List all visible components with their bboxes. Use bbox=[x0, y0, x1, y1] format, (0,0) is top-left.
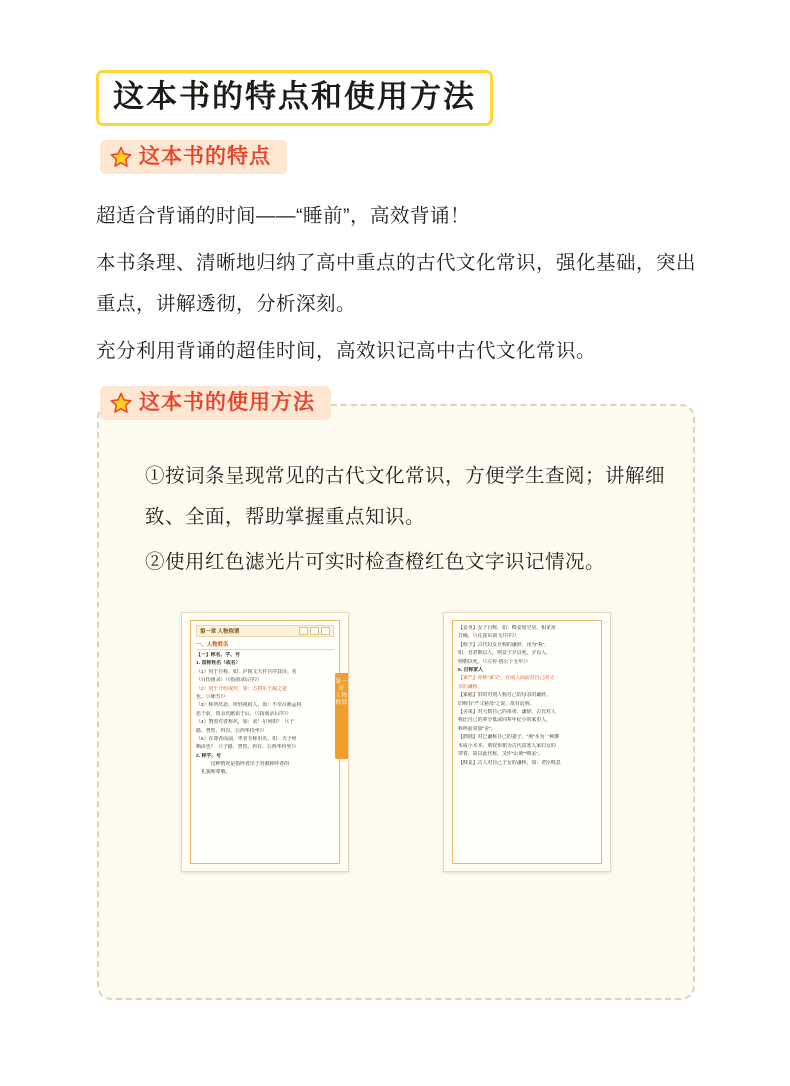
section-heading-label: 这本书的特点 bbox=[139, 145, 271, 168]
feature-paragraph-1: 超适合背诵的时间——“睡前”，高效背诵！ bbox=[96, 205, 470, 227]
sample-page-line: 礼貌和尊敬。 bbox=[201, 770, 231, 776]
sample-page-line: 亲的谦称。 bbox=[458, 684, 483, 690]
sample-page-line: 这种情况是指呼者出于对被称呼者的 bbox=[201, 762, 290, 768]
sample-page-line: 则朝以死。（《左传·僖公十五年》） bbox=[458, 659, 531, 665]
sample-pages-row bbox=[97, 612, 695, 878]
sample-page-line: 旧称有“严父慈母”之说，故有此称。 bbox=[458, 701, 535, 707]
sample-page-line: 如：君甚朝以人，则妾子夕以死，夕以人， bbox=[458, 651, 551, 657]
sample-page-chapter-header bbox=[196, 625, 334, 637]
sample-page-line: （1）用于自称，如：庐陵文天祥自序其诗。名 bbox=[196, 669, 297, 675]
sample-page-line: 【家慈】旧时对别人称自己的母亲的谦辞。 bbox=[458, 693, 551, 699]
sample-page-line: 日稀。（《孔雀东南飞并序》） bbox=[458, 634, 520, 640]
usage-text-block bbox=[145, 456, 675, 587]
sample-page-subheading: 一、人物姓名 bbox=[196, 640, 334, 650]
sample-page-line: 2. 称字、号 bbox=[196, 753, 222, 759]
sample-page-line: 【妾身】女子自称，如：贱妾留空房，相见常 bbox=[458, 626, 556, 631]
sample-page-line: 5. 自称家人 bbox=[458, 668, 484, 674]
sample-page-right bbox=[443, 612, 611, 872]
sample-page-line: 【贱妾】古人对自己子女的谦称，如：老臣贱息 bbox=[458, 760, 561, 766]
sample-page-line: 木或小木本，荆钗布裙为古代贫寒人家妇女的 bbox=[458, 743, 556, 749]
sample-page-line: 称比自己的辈分低或同辈年纪小的家里人， bbox=[458, 718, 551, 724]
sample-page-right-content bbox=[452, 620, 602, 864]
sample-page-line: （5）在尊者面前，卑者互称用名，如：夫子何 bbox=[196, 737, 297, 743]
sample-page-line: 也。（《咏雪》） bbox=[196, 695, 228, 701]
sample-page-line: 【拙荆】对已谦称自己的妻子。“荆”本为一种灌 bbox=[458, 735, 560, 741]
section-heading-label: 这本书的使用方法 bbox=[139, 391, 315, 414]
features-text-block bbox=[96, 196, 696, 378]
sample-page-chapter-title: 第一章 人物称谓 bbox=[200, 629, 240, 635]
sample-page-line: 【家严】亦称“家父”，在别人面前对自己的父 bbox=[458, 676, 555, 682]
sample-page-left-content bbox=[190, 620, 340, 864]
usage-paragraph-1: ①按词条呈现常见的古代文化常识，方便学生查阅；讲解细致、全面，帮助掌握重点知识。 bbox=[145, 465, 666, 528]
sample-page-line: 穿着，故以此代称，又作“山荆”“贱室”。 bbox=[458, 752, 543, 758]
sample-page-line: 哂由也？（《子路、曾皙、冉有、公西华侍坐》） bbox=[196, 745, 299, 751]
section-heading-features bbox=[100, 140, 287, 174]
sample-page-line: （目伤南录）（《指南录后序》） bbox=[196, 678, 263, 684]
feature-paragraph-3: 充分利用背诵的超佳时间，高效识记高中古代文化常识。 bbox=[96, 340, 597, 362]
star-icon bbox=[110, 392, 132, 414]
sample-page-line: 【称予】古代妇女自称的谦辞，译为“我”， bbox=[458, 642, 550, 648]
sample-page-line: （2）用于介绍或传，如：方将军王凝之妻 bbox=[196, 686, 287, 692]
sample-page-line: （4）赞者对者称名，如：求！尔何如？（《子 bbox=[196, 720, 295, 726]
sample-page-line: 称呼前常加“舍”。 bbox=[458, 726, 496, 732]
section-heading-usage bbox=[100, 386, 331, 420]
sample-page-line: 【舍弟】对大数自己的弟弟，谦辞。古代对人 bbox=[458, 710, 556, 716]
usage-paragraph-2: ②使用红色滤光片可实时检查橙红色文字识记情况。 bbox=[145, 551, 606, 573]
sample-page-line: 路、曾皙、冉有、公西华侍坐》） bbox=[196, 728, 267, 734]
sample-page-line: 【一】称名、字、号 bbox=[196, 653, 241, 658]
page-title: 这本书的特点和使用方法 bbox=[96, 70, 493, 126]
sample-page-left bbox=[181, 612, 349, 872]
sample-page-line: 恶于前，贾余庆献谄于后。（《指南录后序》） bbox=[196, 711, 292, 717]
sample-page-side-tab: 第一章 人物称谓 bbox=[335, 673, 348, 759]
feature-paragraph-2: 本书条理、清晰地归纳了高中重点的古代文化常识，强化基础，突出重点，讲解透彻，分析深刻。 bbox=[96, 252, 697, 315]
star-icon bbox=[110, 146, 132, 168]
sample-page-line: 1. 直称姓名（或名） bbox=[196, 661, 241, 667]
sample-page-header-boxes bbox=[299, 627, 330, 635]
page-title-container bbox=[96, 70, 493, 126]
sample-page-line: （3）称所厌恶、所轻视的人，如：不幸吕师孟构 bbox=[196, 703, 302, 709]
